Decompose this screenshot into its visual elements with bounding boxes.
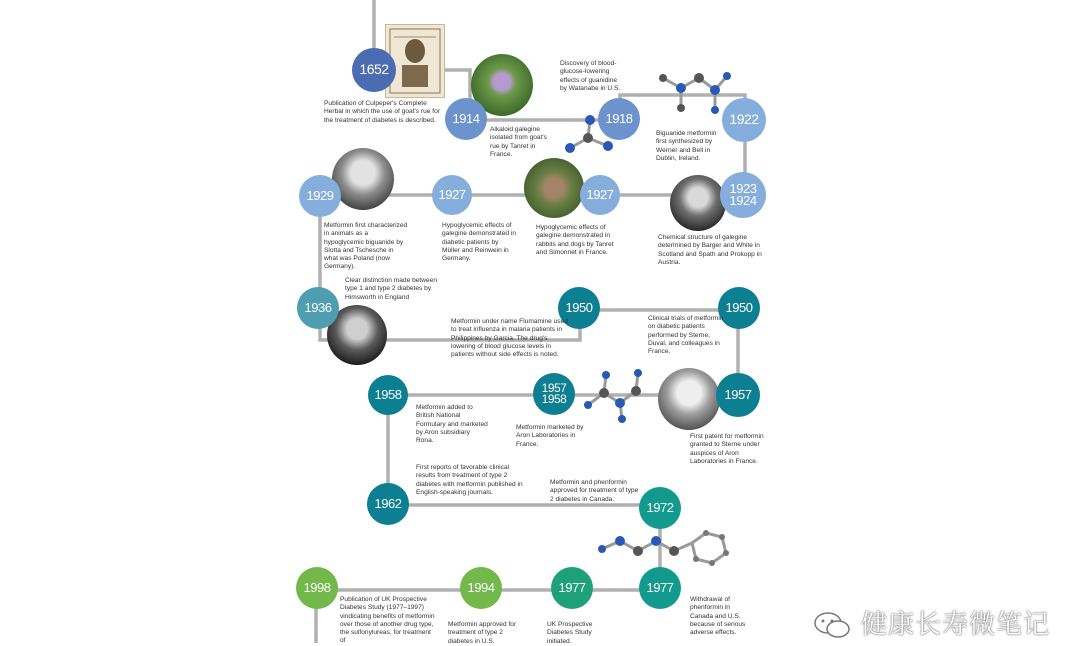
scientist-portrait-1929 [332,148,394,210]
metformin-molecule-1957-icon [580,365,650,425]
note-1923-1924: Chemical structure of galegine determined by Barger and White in Scotland and Spath and Prokopp in Austria. [658,234,762,266]
year-node-1998: 1998 [296,567,338,609]
year-node-1927-rabbits: 1927 [580,175,620,215]
note-1957: First patent for metformin granted to Sterne under auspices of Aron Laboratories in France. [690,433,764,465]
note-1918: Discovery of blood-glucose-lowering effects of guanidine by Watanabe in U.S. [560,60,621,92]
note-1972: Metformin and phenformin approved for treatment of type 2 diabetes in Canada. [550,479,639,503]
year-node-1977-withdrawal: 1977 [639,567,681,609]
scientist-portrait-1923 [670,175,726,231]
sterne-portrait [658,368,720,430]
wechat-logo-icon [812,610,852,640]
note-1958: Metformin added to British National Formulary and marketed by Aron subsidiary Rona. [416,404,488,445]
year-node-1927-patients: 1927 [432,175,472,215]
year-node-1957: 1957 [716,373,760,417]
year-node-1918: 1918 [598,98,640,140]
note-1977-ukpds: UK Prospective Diabetes Study initiated. [547,621,593,645]
year-node-1923-1924: 1923 1924 [720,172,766,218]
note-1936: Clear distinction made between type 1 and type 2 diabetes by Himsworth in England [345,277,437,301]
year-node-1994: 1994 [460,567,502,609]
year-node-1929: 1929 [299,175,341,217]
year-node-1652: 1652 [352,48,396,92]
year-node-1936: 1936 [297,287,339,329]
year-node-1950-flumamine: 1950 [558,287,600,329]
note-1652: Publication of Culpeper's Complete Herbal in which the use of goat's rue for the treatment of diabetes is described. [324,100,440,124]
note-1914: Alkaloid galegine isolated from goat's rue by Tanret in France. [490,126,547,158]
year-node-1957-1958: 1957 1958 [533,373,575,415]
year-node-1972: 1972 [639,487,681,529]
note-1957-1958: Metformin marketed by Aron Laboratories in France. [516,424,584,448]
year-node-1958: 1958 [368,375,408,415]
year-node-1977-ukpds: 1977 [551,567,593,609]
note-1950-trials: Clinical trials of metformin on diabetic patients performed by Sterne, Duval, and colleagues in France. [648,315,724,356]
note-1977-withdrawal: Withdrawal of phenformin in Canada and U.S. because of serious adverse effects. [690,596,746,637]
rabbit-photo [524,158,584,218]
note-1962: First reports of favorable clinical results from treatment of type 2 diabetes with metformin published in English-speaking journals. [416,464,523,496]
note-1927-patients: Hypoglycemic effects of galegine demonstrated in diabetic patients by Müller and Reinwein in Germany. [442,222,517,263]
note-1927-rabbits: Hypoglycemic effects of galegine demonstrated in rabbits and dogs by Tanret and Simonnet in France. [536,224,614,256]
note-1929: Metformin first characterized in animals as a hypoglycemic biguanide by Slotta and Tschesche in what was Poland (now Germany). [324,222,408,271]
note-1998: Publication of UK Prospective Diabetes Study (1977–1997) vindicating benefits of metformin over those of another drug type, the sulfonylureas, for treatment of [340,596,435,645]
watermark-text: 健康长寿微笔记 [860,610,1050,640]
year-node-1962: 1962 [367,483,409,525]
year-node-1914: 1914 [445,98,487,140]
note-1922: Biguanide metformin first synthesized by Werner and Bell in Dublin, Ireland. [656,130,717,162]
note-1950-flumamine: Metformin under name Flumamine used to treat influenza in malaria patients in Philippines by Garcia. The drug's lowering of blood glucose levels in patients without side effects is noted. [451,318,568,359]
metformin-molecule-icon [655,58,735,118]
year-node-1950-trials: 1950 [718,287,760,329]
note-1994: Metformin approved for treatment of type 2 diabetes in U.S. [448,621,517,645]
year-node-1922: 1922 [722,98,766,142]
